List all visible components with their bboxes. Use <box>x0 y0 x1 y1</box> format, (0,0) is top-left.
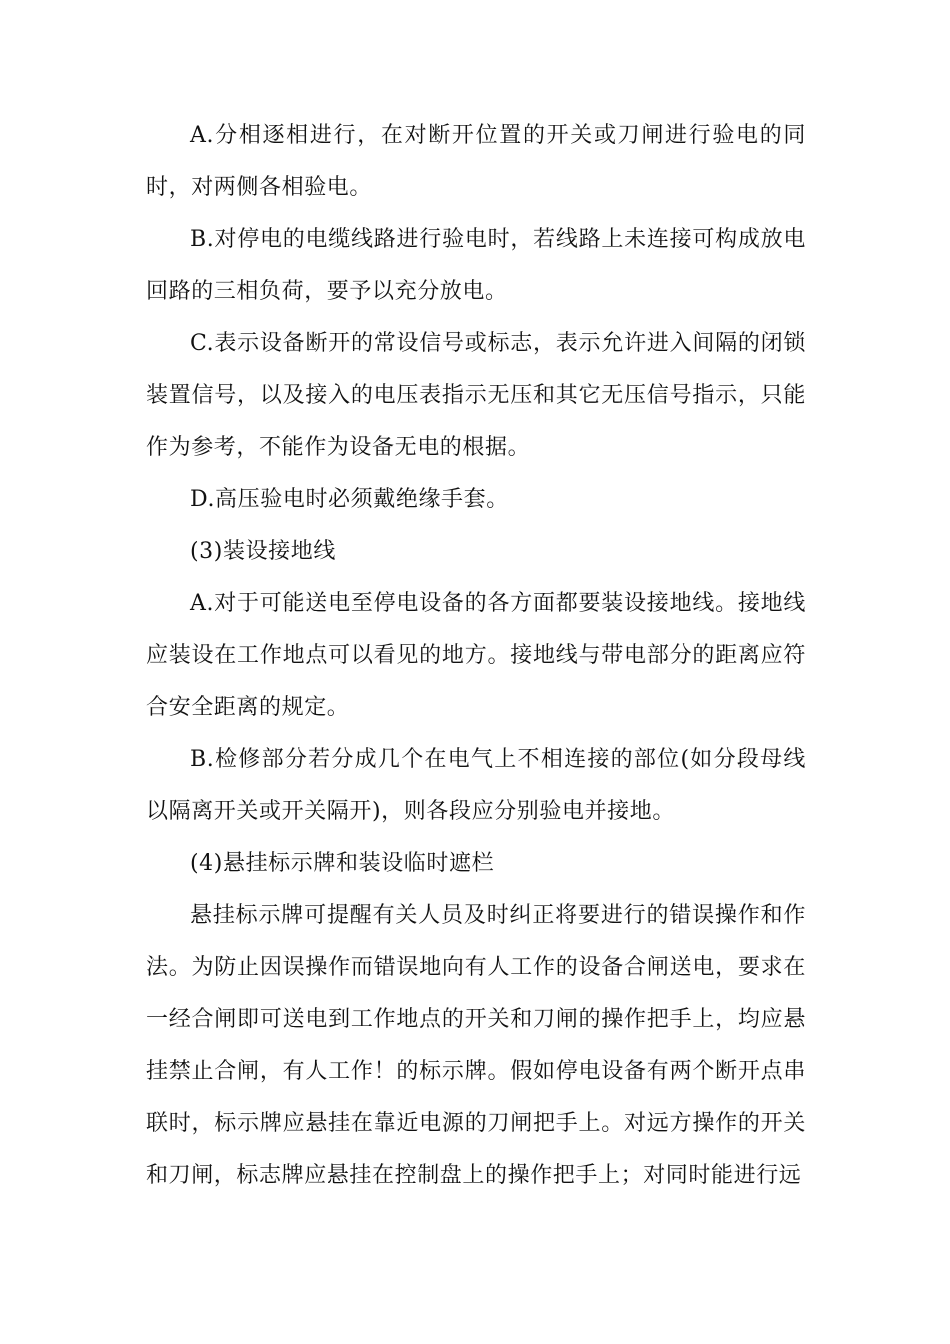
paragraph-cable-discharge: B.对停电的电缆线路进行验电时，若线路上未连接可构成放电回路的三相负荷，要予以充分放电。 <box>146 227 806 304</box>
paragraph-insulating-gloves: D.高压验电时必须戴绝缘手套。 <box>190 487 509 512</box>
section-heading-signs-barriers: (4)悬挂标示牌和装设临时遮栏 <box>190 851 495 876</box>
section-heading-grounding: (3)装设接地线 <box>190 539 336 564</box>
paragraph-grounding-wire: A.对于可能送电至停电设备的各方面都要装设接地线。接地线应装设在工作地点可以看见的地方。接地线与带电部分的距离应符合安全距离的规定。 <box>146 591 806 720</box>
document-body <box>146 110 806 1202</box>
paragraph-warning-signs: 悬挂标示牌可提醒有关人员及时纠正将要进行的错误操作和作法。为防止因误操作而错误地向有人工作的设备合闸送电，要求在一经合闸即可送电到工作地点的开关和刀闸的操作把手上，均应悬挂禁止合闸，有人工作！的标示牌。假如停电设备有两个断开点串联时，标示牌应悬挂在靠近电源的刀闸把手上。对远方操作的开关和刀闸，标志牌应悬挂在控制盘上的操作把手上；对同时能进行远 <box>146 903 806 1188</box>
paragraph-separate-sections: B.检修部分若分成几个在电气上不相连接的部位(如分段母线以隔离开关或开关隔开)，则各段应分别验电并接地。 <box>146 747 806 824</box>
paragraph-verify-phase-by-phase: A.分相逐相进行，在对断开位置的开关或刀闸进行验电的同时，对两侧各相验电。 <box>146 123 806 200</box>
paragraph-signals-reference-only: C.表示设备断开的常设信号或标志，表示允许进入间隔的闭锁装置信号，以及接入的电压表指示无压和其它无压信号指示，只能作为参考，不能作为设备无电的根据。 <box>146 331 806 460</box>
